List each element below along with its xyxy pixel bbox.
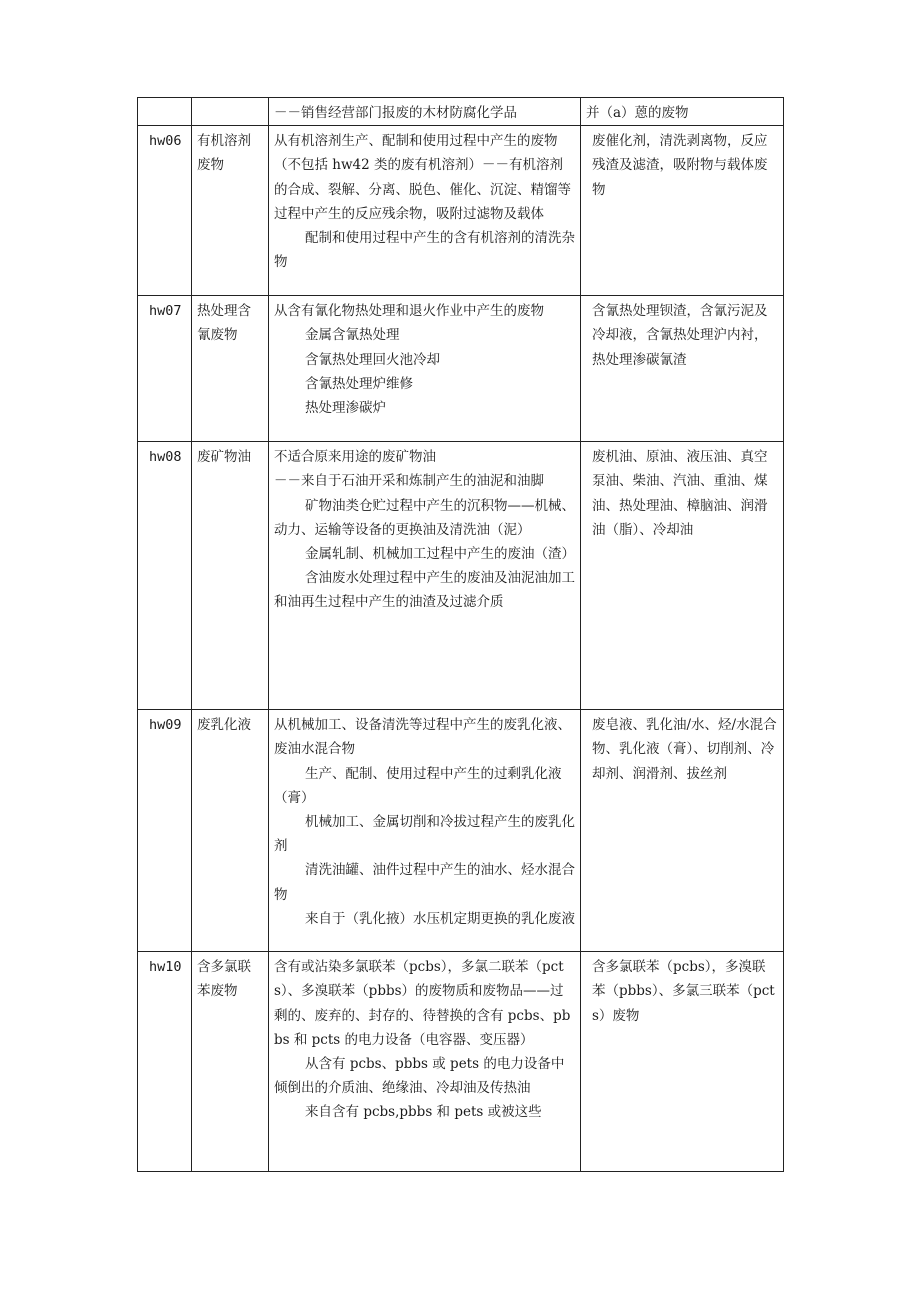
typical-waste-cell: 废皂液、乳化油/水、烃/水混合物、乳化液（膏）、切削剂、冷却剂、润滑剂、拔丝剂 (581, 710, 784, 952)
waste-code-cell: hw08 (138, 442, 192, 710)
source-paragraph: 含有或沾染多氯联苯（pcbs），多氯二联苯（pcts）、多溴联苯（pbbs）的废物质和废物品——过剩的、废弃的、封存的、待替换的含有 pcbs、pbbs 和 pcts 的电力设备（电容器、变压器） (274, 959, 571, 1048)
source-paragraph: 含氰热处理回火池冷却 (305, 351, 441, 368)
waste-source-cell (269, 98, 581, 126)
source-paragraph: 热处理渗碳炉 (305, 400, 387, 417)
source-paragraph: 清洗油罐、油件过程中产生的油水、烃水混合物 (274, 862, 576, 903)
source-paragraph: 配制和使用过程中产生的含有机溶剂的清洗杂物 (274, 230, 576, 271)
table-row (138, 98, 784, 126)
source-paragraph: 来自含有 pcbs,pbbs 和 pets 或被这些 (305, 1104, 542, 1121)
waste-source-cell (269, 952, 581, 1172)
table-row (138, 126, 784, 296)
source-paragraph: －－销售经营部门报废的木材防腐化学品 (274, 105, 517, 121)
source-paragraph: 含油废水处理过程中产生的废油及油泥油加工和油再生过程中产生的油渣及过滤介质 (274, 570, 576, 611)
waste-code-cell: hw06 (138, 126, 192, 296)
waste-code-cell: hw07 (138, 296, 192, 442)
waste-source-cell (269, 296, 581, 442)
source-paragraph: －－来自于石油开采和炼制产生的油泥和油脚 (274, 473, 544, 490)
typical-waste-cell: 废机油、原油、液压油、真空泵油、柴油、汽油、重油、煤油、热处理油、樟脑油、润滑油（脂）、冷却油 (581, 442, 784, 710)
waste-code-cell: hw09 (138, 710, 192, 952)
waste-category-cell: 热处理含氰废物 (192, 296, 269, 442)
source-paragraph: 生产、配制、使用过程中产生的过剩乳化液（膏） (274, 765, 562, 806)
source-paragraph: 来自于（乳化掖）水压机定期更换的乳化废液 (305, 910, 576, 927)
waste-category-cell: 有机溶剂废物 (192, 126, 269, 296)
source-paragraph: 机械加工、金属切削和冷拔过程产生的废乳化剂 (274, 814, 576, 855)
waste-code-cell (138, 98, 192, 126)
typical-waste-cell: 含多氯联苯（pcbs），多溴联苯（pbbs）、多氯三联苯（pcts）废物 (581, 952, 784, 1172)
typical-waste-cell: 含氰热处理钡渣，含氰污泥及冷却液，含氰热处理沪内衬，热处理渗碳氰渣 (581, 296, 784, 442)
typical-waste-cell: 废催化剂，清洗剥离物，反应残渣及滤渣，吸附物与载体废物 (581, 126, 784, 296)
source-paragraph: 不适合原来用途的废矿物油 (274, 449, 436, 466)
source-paragraph: 从含有氰化物热处理和退火作业中产生的废物 (274, 303, 544, 320)
waste-category-cell: 含多氯联苯废物 (192, 952, 269, 1172)
waste-category-cell (192, 98, 269, 126)
hazardous-waste-table (137, 97, 784, 1172)
waste-code-cell: hw10 (138, 952, 192, 1172)
source-paragraph: 从机械加工、设备清洗等过程中产生的废乳化液、废油水混合物 (274, 717, 571, 758)
waste-source-cell (269, 442, 581, 710)
table-row (138, 952, 784, 1172)
table-row (138, 442, 784, 710)
source-paragraph: 从有机溶剂生产、配制和使用过程中产生的废物（不包括 hw42 类的废有机溶剂）－－有机溶剂的合成、裂解、分离、脱色、催化、沉淀、精馏等过程中产生的反应残余物，吸附过滤物及载体 (274, 133, 571, 222)
table-row (138, 710, 784, 952)
waste-category-cell: 废矿物油 (192, 442, 269, 710)
source-paragraph: 金属轧制、机械加工过程中产生的废油（渣） (305, 546, 576, 563)
waste-source-cell (269, 126, 581, 296)
waste-table-page (137, 97, 784, 1172)
waste-category-cell: 废乳化液 (192, 710, 269, 952)
source-paragraph: 金属含氰热处理 (305, 327, 400, 344)
source-paragraph: 从含有 pcbs、pbbs 或 pets 的电力设备中倾倒出的介质油、绝缘油、冷却油及传热油 (274, 1056, 565, 1097)
source-paragraph: 矿物油类仓贮过程中产生的沉积物——机械、动力、运输等设备的更换油及清洗油（泥） (274, 497, 576, 538)
table-row (138, 296, 784, 442)
source-paragraph: 含氰热处理炉维修 (305, 375, 414, 392)
waste-source-cell (269, 710, 581, 952)
typical-waste-cell: 并（a）蒽的废物 (581, 98, 784, 126)
